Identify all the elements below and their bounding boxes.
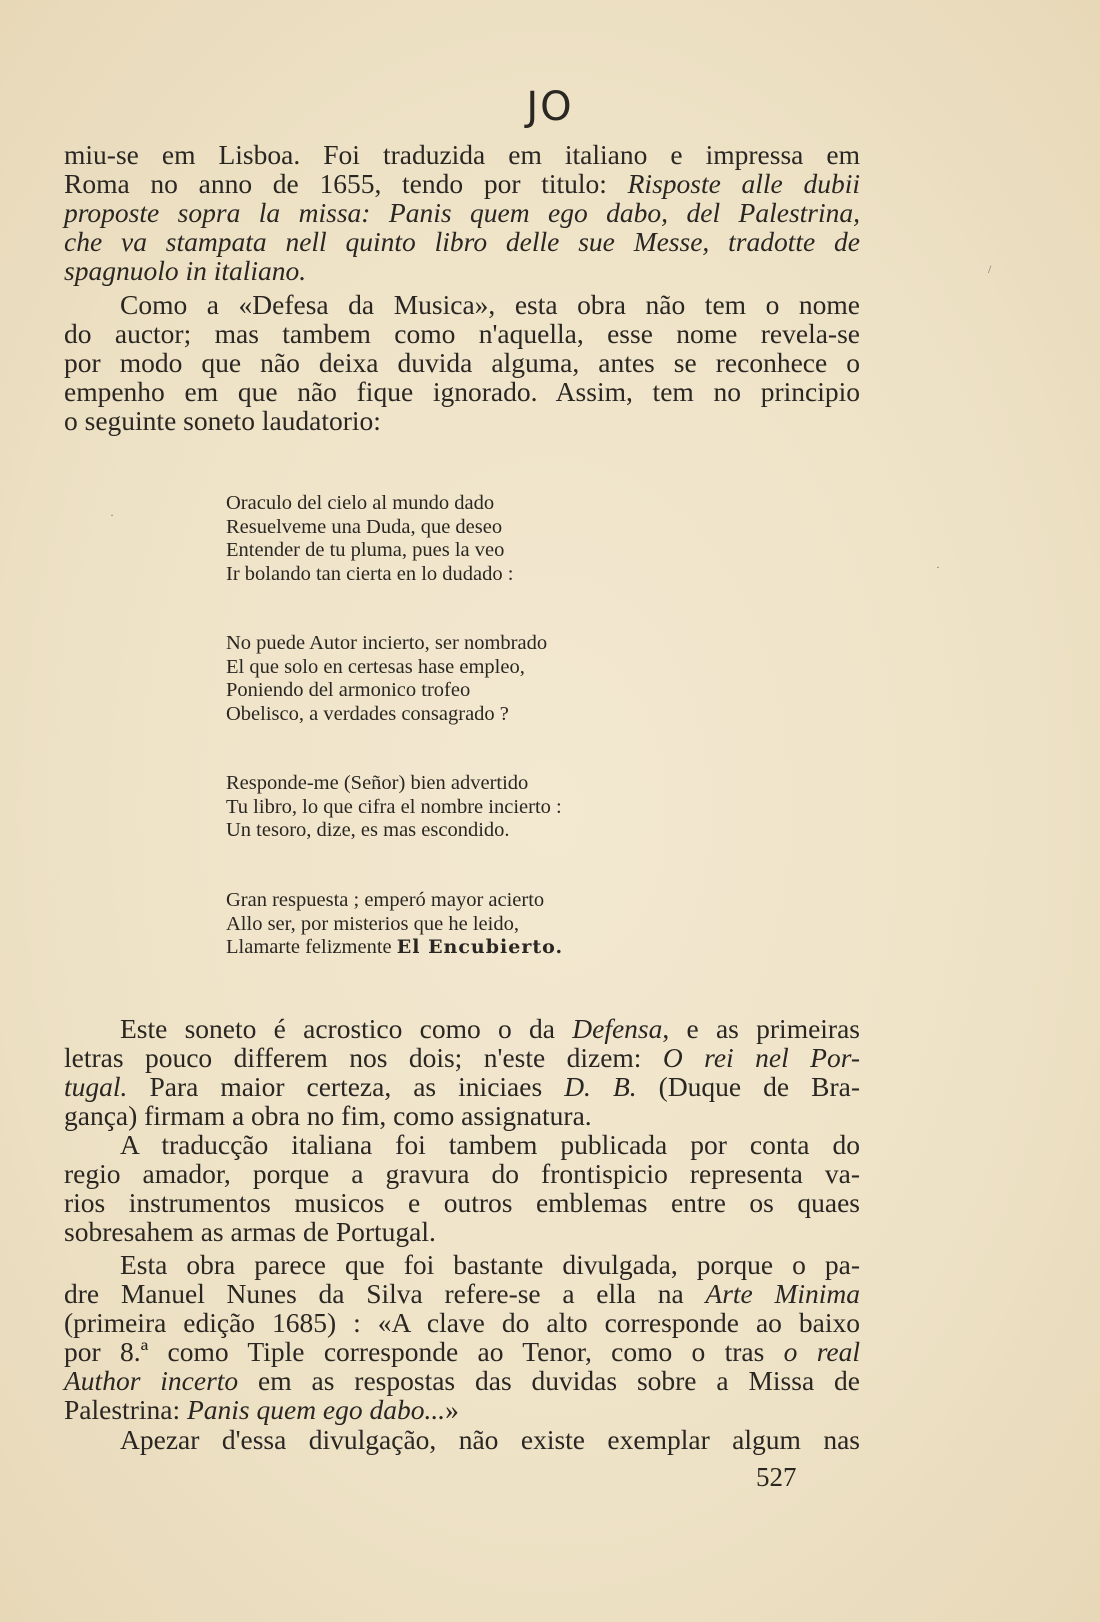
paragraph-6 [64, 1425, 860, 1454]
italic-title-line: spagnuolo in italiano. [64, 255, 307, 286]
paragraph-3 [64, 1014, 860, 1130]
text-line: gança) firmam a obra no fim, como assignatura. [64, 1100, 592, 1131]
stray-mark: · [110, 508, 114, 522]
sonnet-stanza-1 [226, 492, 686, 586]
text-line: A traducção italiana foi tambem publicada por conta do [120, 1129, 860, 1160]
italic-title: Defensa [572, 1013, 663, 1044]
running-header: JO [526, 84, 574, 130]
verse-line: Entender de tu pluma, pues la veo [226, 539, 505, 561]
verse-line: Obelisco, a verdades consagrado ? [226, 702, 509, 725]
paragraph-2 [64, 290, 860, 435]
text-line: o seguinte soneto laudatorio: [64, 405, 381, 436]
text-line [64, 1279, 860, 1308]
paragraph-1 [64, 140, 860, 285]
text-line: empenho em que não fique ignorado. Assim, tem no principio [64, 376, 860, 407]
verse-line: Oraculo del cielo al mundo dado [226, 492, 495, 514]
text-line [64, 1395, 860, 1424]
text-segment: dre Manuel Nunes da Silva refere-se a ella na [64, 1278, 684, 1309]
sonnet-stanza-3 [226, 772, 686, 843]
paragraph-5 [64, 1250, 860, 1424]
text-line: Como a «Defesa da Musica», esta obra não tem o nome [120, 289, 860, 320]
verse-line: Poniendo del armonico trofeo [226, 679, 471, 701]
text-segment: , e as primeiras [662, 1013, 860, 1044]
text-segment: letras pouco differem nos dois; n'este dizem: [64, 1042, 642, 1073]
text-line: sobresahem as armas de Portugal. [64, 1216, 436, 1247]
verse-line: Responde-me (Señor) bien advertido [226, 772, 529, 794]
text-line [64, 169, 860, 198]
text-line: (primeira edição 1685) : «A clave do alto corresponde ao baixo [64, 1307, 860, 1338]
bold-name: El Encubierto. [396, 936, 564, 958]
verse-line: Allo ser, por misterios que he leido, [226, 912, 519, 935]
text-line [64, 1072, 860, 1101]
text-line: miu-se em Lisboa. Foi traduzida em italiano e impressa em [64, 139, 860, 170]
verse-line: Tu libro, lo que cifra el nombre incierto : [226, 795, 562, 818]
italic-quote: o real [783, 1336, 861, 1367]
text-segment: Roma no anno de 1655, tendo por titulo: [64, 168, 607, 199]
italic-quote: O rei nel Por- [662, 1042, 861, 1073]
italic-title: Arte Minima [705, 1278, 861, 1309]
italic-quote: Author incerto [64, 1365, 239, 1396]
text-line: regio amador, porque a gravura do frontispicio representa va- [64, 1158, 860, 1189]
text-line: por modo que não deixa duvida alguma, antes se reconhece o [64, 347, 860, 378]
page-number: 527 [756, 1462, 797, 1492]
italic-title-line: proposte sopra la missa: Panis quem ego dabo, del Palestrina, [64, 197, 860, 228]
italic-quote: tugal. [64, 1071, 128, 1102]
text-line [64, 1043, 860, 1072]
stray-mark: · [936, 560, 940, 574]
text-segment: Llamarte felizmente [226, 936, 392, 958]
italic-title: Panis quem ego dabo... [186, 1394, 446, 1425]
verse-line: El que solo en certesas hase empleo, [226, 655, 525, 678]
verse-line: Un tesoro, dize, es mas escondido. [226, 819, 510, 841]
text-segment: Palestrina: [64, 1394, 181, 1425]
sonnet-stanza-2 [226, 632, 686, 726]
text-segment: Este soneto é acrostico como o da [120, 1013, 555, 1044]
verse-line: Ir bolando tan cierta en lo dudado : [226, 562, 514, 585]
verse-line: No puede Autor incierto, ser nombrado [226, 632, 548, 654]
verse-line [226, 936, 686, 960]
text-line [64, 1337, 860, 1366]
text-segment: em as respostas das duvidas sobre a Missa de [258, 1365, 860, 1396]
sonnet-stanza-4 [226, 889, 686, 960]
text-line: rios instrumentos musicos e outros emblemas entre os quaes [64, 1187, 860, 1218]
text-segment: » [445, 1394, 459, 1425]
text-segment: Para maior certeza, as iniciaes [149, 1071, 543, 1102]
text-line [64, 1014, 860, 1043]
text-segment: por 8.ª como Tiple corresponde ao Tenor, como o tras [64, 1336, 765, 1367]
verse-line: Gran respuesta ; emperó mayor acierto [226, 889, 545, 911]
text-line: do auctor; mas tambem como n'aquella, esse nome revela-se [64, 318, 860, 349]
italic-title: Risposte alle dubii [627, 168, 860, 199]
stray-mark: / [988, 262, 992, 276]
text-line: Esta obra parece que foi bastante divulgada, porque o pa- [120, 1249, 860, 1280]
paragraph-4 [64, 1130, 860, 1246]
verse-line: Resuelveme una Duda, que deseo [226, 515, 503, 538]
italic-initials: D. B. [564, 1071, 637, 1102]
text-line [64, 1366, 860, 1395]
text-line: Apezar d'essa divulgação, não existe exemplar algum nas [120, 1424, 860, 1455]
text-segment: (Duque de Bra- [658, 1071, 861, 1102]
italic-title-line: che va stampata nell quinto libro delle sue Messe, tradotte de [64, 226, 860, 257]
